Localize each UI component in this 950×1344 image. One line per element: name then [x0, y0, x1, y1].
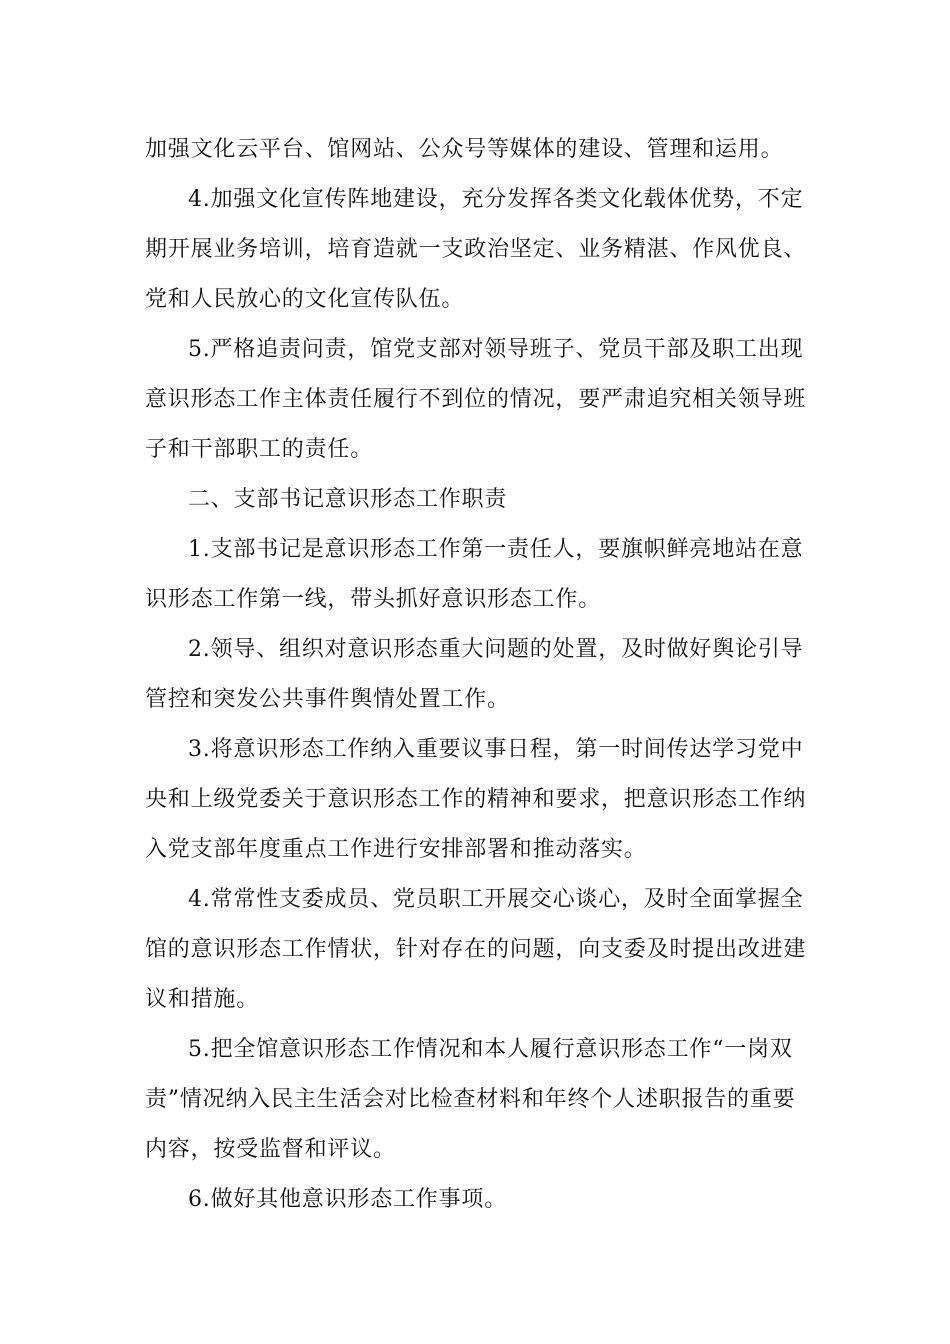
text-line: 期开展业务培训，培育造就一支政治坚定、业务精湛、作风优良、	[145, 237, 807, 262]
text-line: 3.将意识形态工作纳入重要议事日程，第一时间传达学习党中	[188, 737, 804, 762]
text-line: 入党支部年度重点工作进行安排部署和推动落实。	[145, 837, 647, 862]
text-line: 党和人民放心的文化宣传队伍。	[145, 287, 465, 312]
text-line: 加强文化云平台、馆网站、公众号等媒体的建设、管理和运用。	[145, 137, 784, 162]
text-line: 议和措施。	[145, 987, 260, 1012]
text-line: 5.严格追责问责，馆党支部对领导班子、党员干部及职工出现	[188, 337, 804, 362]
text-line: 意识形态工作主体责任履行不到位的情况，要严肃追究相关领导班	[145, 387, 807, 412]
text-line: 内容，按受监督和评议。	[145, 1137, 396, 1162]
text-line: 子和干部职工的责任。	[145, 437, 374, 462]
text-line: 2.领导、组织对意识形态重大问题的处置，及时做好舆论引导	[188, 637, 804, 662]
text-line: 管控和突发公共事件舆情处置工作。	[145, 687, 510, 712]
text-line: 1.支部书记是意识形态工作第一责任人，要旗帜鲜亮地站在意	[188, 537, 804, 562]
text-line: 馆的意识形态工作情状，针对存在的问题，向支委及时提出改进建	[145, 937, 807, 962]
text-line: 责”情况纳入民主生活会对比检查材料和年终个人述职报告的重要	[145, 1087, 796, 1112]
text-line: 6.做好其他意识形态工作事项。	[188, 1187, 507, 1212]
section-heading: 二、支部书记意识形态工作职责	[188, 487, 508, 512]
text-line: 4.加强文化宣传阵地建设，充分发挥各类文化载体优势，不定	[188, 187, 804, 212]
text-line: 4.常常性支委成员、党员职工开展交心谈心，及时全面掌握全	[188, 887, 804, 912]
text-line: 央和上级党委关于意识形态工作的精神和要求，把意识形态工作纳	[145, 787, 807, 812]
text-line: 5.把全馆意识形态工作情况和本人履行意识形态工作“一岗双	[188, 1037, 793, 1062]
text-line: 识形态工作第一线，带头抓好意识形态工作。	[145, 587, 602, 612]
